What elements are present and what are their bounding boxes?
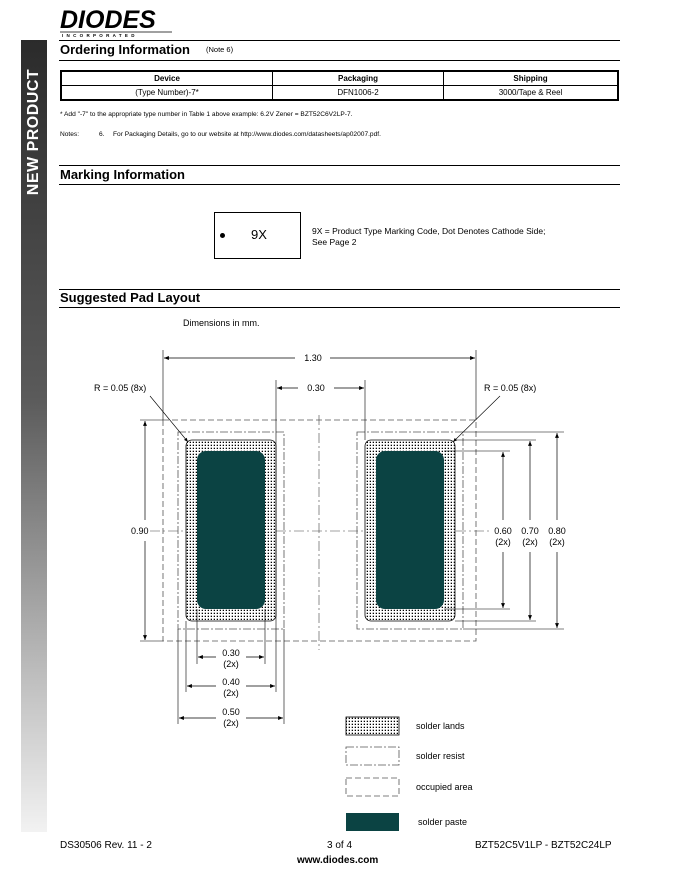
- logo-subtext: INCORPORATED: [62, 33, 138, 38]
- units-note: Dimensions in mm.: [183, 318, 260, 328]
- dim-050: 0.50: [222, 707, 240, 717]
- footer-part-range: BZT52C5V1LP - BZT52C24LP: [475, 840, 612, 851]
- ordering-note-ref: (Note 6): [206, 45, 234, 54]
- solder-paste-left: [197, 451, 265, 609]
- note-number: 6.: [99, 131, 105, 138]
- solder-paste-right: [376, 451, 444, 609]
- dim-060-qty: (2x): [495, 537, 511, 547]
- legend-solder-lands-swatch: [346, 717, 399, 735]
- cell-device: (Type Number)-7*: [61, 86, 273, 101]
- dim-040-qty: (2x): [223, 688, 239, 698]
- col-packaging: Packaging: [273, 71, 444, 86]
- dim-080: 0.80: [548, 526, 566, 536]
- legend-solder-paste: solder paste: [418, 817, 468, 827]
- legend-solder-paste-swatch: [346, 813, 399, 831]
- cell-packaging: DFN1006-2: [273, 86, 444, 101]
- dim-total-width: 1.30: [304, 353, 322, 363]
- notes-label: Notes:: [60, 131, 80, 138]
- radius-label-right: R = 0.05 (8x): [484, 383, 537, 393]
- dim-070-qty: (2x): [522, 537, 538, 547]
- footer-website[interactable]: www.diodes.com: [297, 855, 379, 866]
- marking-description-1: 9X = Product Type Marking Code, Dot Denotes Cathode Side;: [312, 226, 546, 236]
- dim-050-qty: (2x): [223, 718, 239, 728]
- dim-080-qty: (2x): [549, 537, 565, 547]
- col-shipping: Shipping: [444, 71, 619, 86]
- marking-title: Marking Information: [60, 167, 185, 182]
- sidebar-label: NEW PRODUCT: [25, 68, 42, 196]
- ordering-footnote: * Add "-7" to the appropriate type number in Table 1 above example: 6.2V Zener = BZT52C6V2LP-7.: [60, 111, 353, 118]
- logo-text: DIODES: [60, 6, 156, 34]
- legend-occupied-area: occupied area: [416, 782, 473, 792]
- dim-060: 0.60: [494, 526, 512, 536]
- ordering-title: Ordering Information: [60, 42, 190, 57]
- cell-shipping: 3000/Tape & Reel: [444, 86, 619, 101]
- marking-description-2: See Page 2: [312, 237, 357, 247]
- legend-occupied-area-swatch: [346, 778, 399, 796]
- legend-solder-resist: solder resist: [416, 751, 465, 761]
- dim-height: 0.90: [131, 526, 149, 536]
- pad-layout-title: Suggested Pad Layout: [60, 290, 201, 305]
- dim-040: 0.40: [222, 677, 240, 687]
- note-text: For Packaging Details, go to our website at http://www.diodes.com/datasheets/ap02007.pdf.: [113, 131, 381, 138]
- footer-page: 3 of 4: [327, 840, 353, 851]
- legend-solder-lands: solder lands: [416, 721, 465, 731]
- col-device: Device: [61, 71, 273, 86]
- dim-070: 0.70: [521, 526, 539, 536]
- dim-gap: 0.30: [307, 383, 325, 393]
- footer-doc-id: DS30506 Rev. 11 - 2: [60, 840, 152, 851]
- dim-030: 0.30: [222, 648, 240, 658]
- marking-code: 9X: [251, 227, 267, 242]
- radius-label-left: R = 0.05 (8x): [94, 383, 147, 393]
- legend-solder-resist-swatch: [346, 747, 399, 765]
- dim-030-qty: (2x): [223, 659, 239, 669]
